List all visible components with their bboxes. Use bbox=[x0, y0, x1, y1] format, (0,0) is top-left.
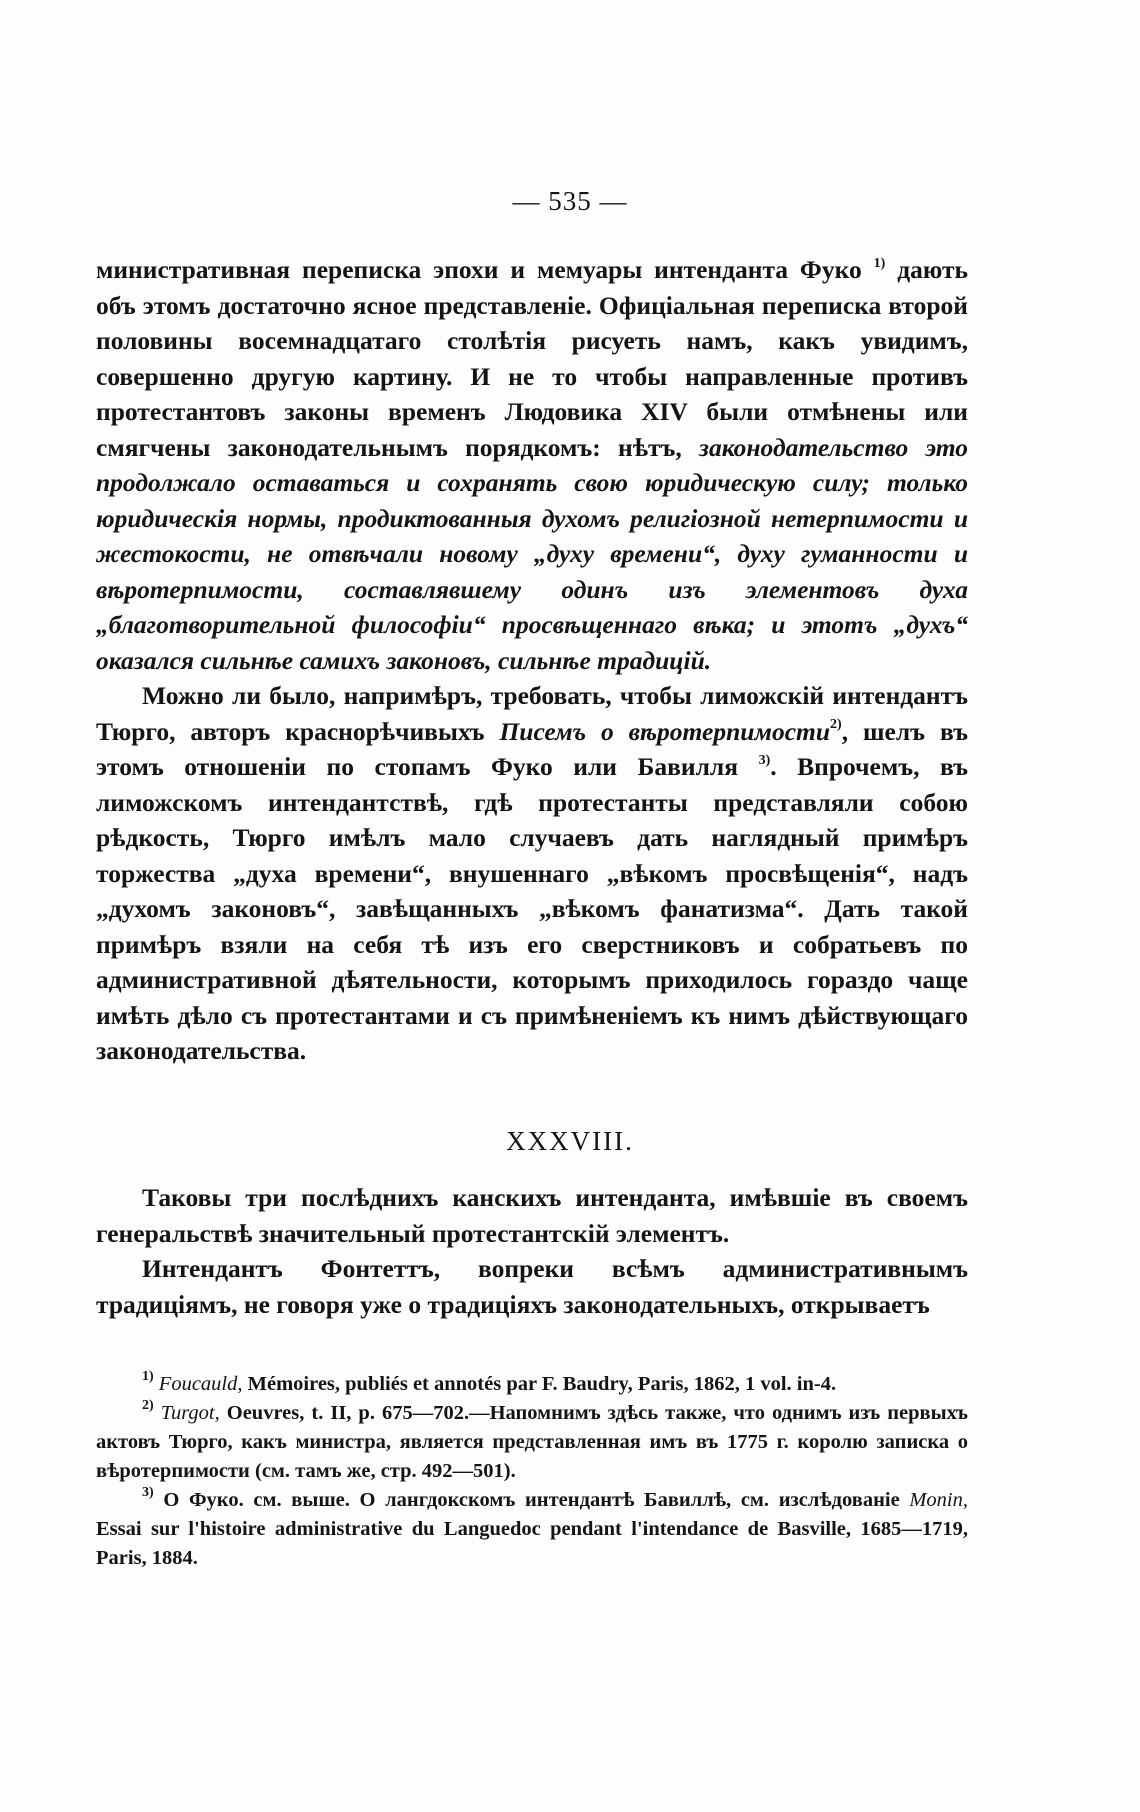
section-paragraph-2: Интендантъ Фонтеттъ, вопреки всѣмъ административнымъ традиціямъ, не говоря уже о традиціяхъ законодательныхъ, открываетъ bbox=[96, 1254, 968, 1319]
footnote-3-text: О Фуко. см. выше. О лангдокскомъ интендантѣ Бавиллѣ, см. изслѣдованіе bbox=[153, 1489, 910, 1511]
footnote-3-author: Monin, bbox=[909, 1489, 968, 1511]
paragraph-continuation bbox=[96, 252, 968, 678]
paragraph2-italic-title: Писемъ о вѣротерпимости bbox=[499, 716, 831, 746]
paragraph1-italic: законодательство это продолжало оставаться и сохранять свою юридическую силу; только юридическія нормы, продиктованныя духомъ религіозной нетерпимости и жестокости, не отвѣчали новому „духу времени“, духу гуманности и вѣротерпимости, составлявшему одинъ изъ элементовъ духа „благотворительной философіи“ просвѣщеннаго вѣка; и этотъ „духъ“ оказался сильнѣе самихъ законовъ, сильнѣе традицій. bbox=[96, 432, 968, 675]
paragraph-turgot bbox=[96, 678, 968, 1069]
paragraph2-text-3: . Впрочемъ, въ лиможскомъ интендантствѣ, гдѣ протестанты представляли собою рѣдкость, Тюрго имѣлъ мало случаевъ дать наглядный примѣръ торжества „духа времени“, внушеннаго „вѣкомъ просвѣщенія“, надъ „духомъ законовъ“, завѣщанныхъ „вѣкомъ фанатизма“. Дать такой примѣръ взяли на себя тѣ изъ его сверстниковъ и собратьевъ по административной дѣятельности, которымъ приходилось гораздо чаще имѣть дѣло съ протестантами и съ примѣненіемъ къ нимъ дѣйствующаго законодательства. bbox=[96, 752, 968, 1065]
paragraph1-text: министративная переписка эпохи и мемуары интенданта Фуко bbox=[96, 255, 874, 284]
footnote-2-author: Turgot, bbox=[160, 1402, 220, 1424]
section-heading: XXXVIII. bbox=[506, 1126, 634, 1156]
footnote-3 bbox=[96, 1486, 968, 1573]
footnote-1 bbox=[96, 1370, 968, 1399]
footnote-ref-1[interactable]: 1) bbox=[873, 255, 886, 271]
footnote-1-text: Mémoires, publiés et annotés par F. Baudry, Paris, 1862, 1 vol. in-4. bbox=[242, 1373, 837, 1395]
page-number: — 535 — bbox=[512, 186, 628, 216]
paragraph1-text-2: дають объ этомъ достаточно ясное представленіе. Офиціальная переписка второй половины восемнадцатаго столѣтія рисуеть намъ, какъ увидимъ, совершенно другую картину. И не то чтобы направленные противъ протестантовъ законы временъ Людовика XIV были отмѣнены или смягчены законодательнымъ порядкомъ: нѣтъ, bbox=[96, 255, 968, 462]
section-paragraph-1: Таковы три послѣднихъ канскихъ интенданта, имѣвшіе въ своемъ генеральствѣ значительный протестантскій элементъ. bbox=[96, 1183, 968, 1248]
footnote-ref-2[interactable]: 2) bbox=[830, 717, 842, 732]
footnote-1-author: Foucauld, bbox=[158, 1373, 243, 1395]
section-text bbox=[96, 1180, 968, 1322]
paragraph2-text-2: , шелъ въ этомъ отношеніи по стопамъ Фуко или Бавилля bbox=[96, 716, 968, 781]
footnote-2 bbox=[96, 1399, 968, 1486]
footnote-2-text: Oeuvres, t. II, p. 675—702.—Напомнимъ здѣсь также, что однимъ изъ первыхъ актовъ Тюрго, какъ министра, является представленная имъ въ 1775 г. королю записка о вѣротерпимости (см. тамъ же, стр. 492—501). bbox=[96, 1402, 969, 1482]
paragraph2-text: Можно ли было, напримѣръ, требовать, чтобы лиможскій интендантъ Тюрго, авторъ краснорѣчивыхъ bbox=[96, 681, 968, 746]
footnote-3-text-2: Essai sur l'histoire administrative du Languedoc pendant l'intendance de Basville, 1685—1719, Paris, 1884. bbox=[96, 1518, 968, 1569]
footnote-ref-3[interactable]: 3) bbox=[758, 752, 771, 768]
footnotes bbox=[96, 1370, 968, 1573]
footnote-2-mark: 2) bbox=[142, 1398, 154, 1414]
footnote-3-mark: 3) bbox=[142, 1485, 154, 1501]
main-text bbox=[96, 252, 968, 1069]
footnote-1-mark: 1) bbox=[142, 1369, 154, 1385]
